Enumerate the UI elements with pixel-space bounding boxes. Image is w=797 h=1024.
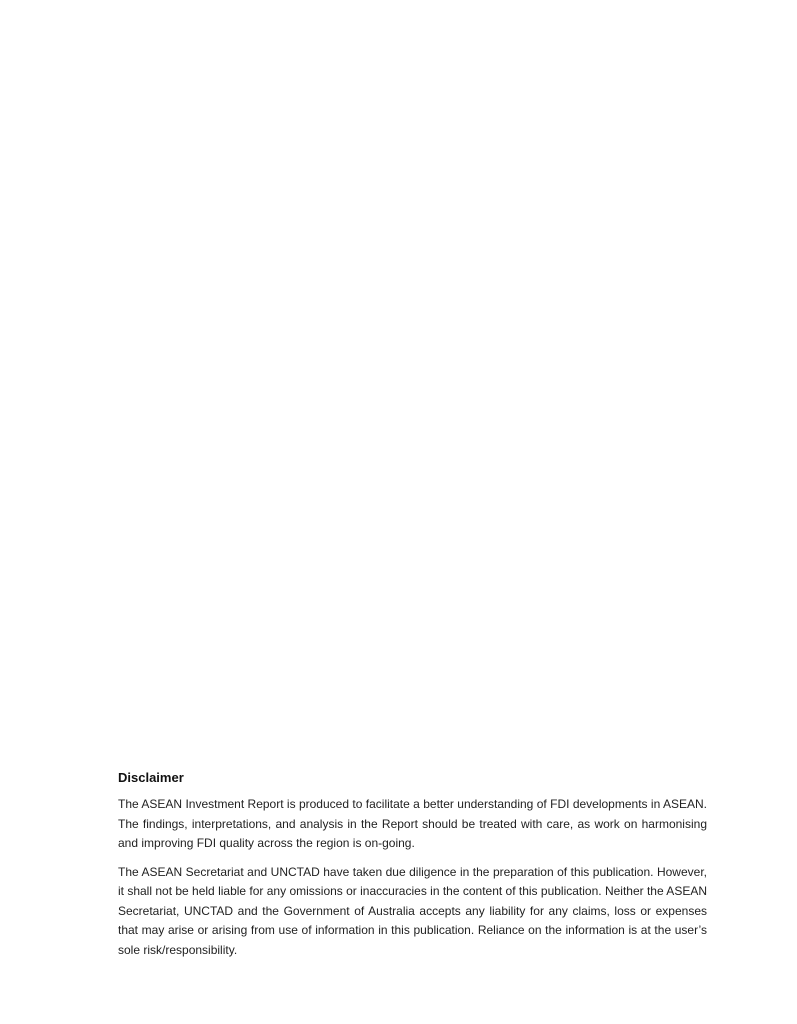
disclaimer-paragraph: The ASEAN Secretariat and UNCTAD have taken due diligence in the preparation of this publication. However, it shall not be held liable for any omissions or inaccuracies in the content of this publication. Neither the ASEAN Secretariat, UNCTAD and the Government of Australia accepts any liability for any claims, loss or expenses that may arise or arising from use of information in this publication. Reliance on the information is at the user’s sole risk/responsibility. (118, 864, 707, 957)
disclaimer-paragraph: The ASEAN Investment Report is produced to facilitate a better understanding of FDI developments in ASEAN. The findings, interpretations, and analysis in the Report should be treated with care, as work on harmonising and improving FDI quality across the region is on-going. (118, 797, 707, 850)
disclaimer-heading: Disclaimer (118, 770, 184, 785)
disclaimer-section (118, 770, 707, 960)
